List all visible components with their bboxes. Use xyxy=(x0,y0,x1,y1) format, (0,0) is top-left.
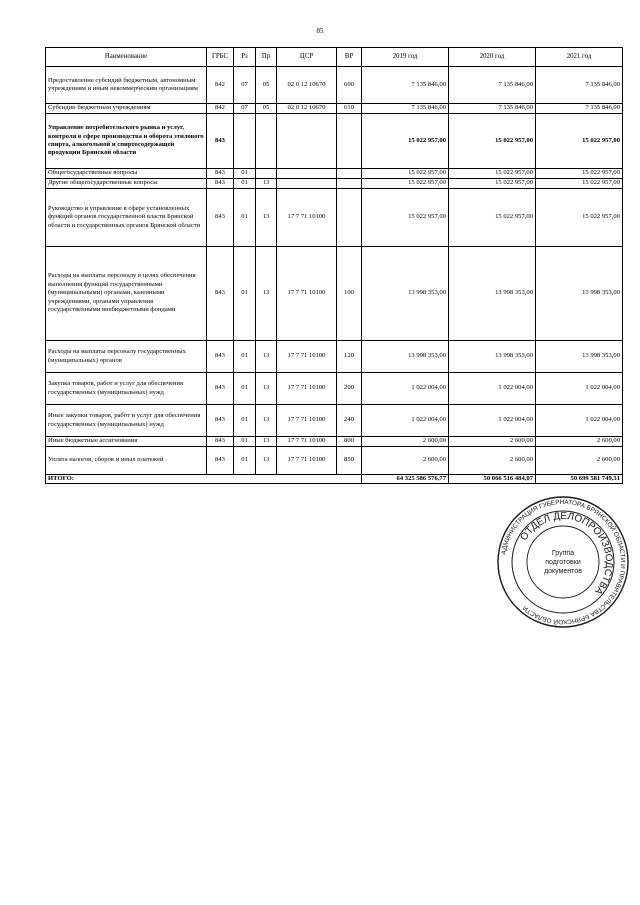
row-vr: 240 xyxy=(337,405,362,437)
row-2021: 1 022 004,00 xyxy=(536,373,623,405)
row-2020: 13 998 353,00 xyxy=(449,247,536,341)
row-csr xyxy=(277,179,337,189)
row-vr xyxy=(337,189,362,247)
stamp-center-line-2: подготовки xyxy=(545,559,581,566)
row-2021: 2 600,00 xyxy=(536,437,623,447)
table-row xyxy=(46,247,623,341)
row-rz: 01 xyxy=(234,169,256,179)
table-row xyxy=(46,104,623,114)
row-2019: 2 600,00 xyxy=(362,437,449,447)
row-pr: 13 xyxy=(256,437,277,447)
row-pr: 05 xyxy=(256,67,277,104)
row-2021: 13 998 353,00 xyxy=(536,247,623,341)
row-2020: 2 600,00 xyxy=(449,447,536,475)
row-2020: 15 022 957,00 xyxy=(449,169,536,179)
row-vr: 600 xyxy=(337,67,362,104)
total-2021: 50 699 581 749,31 xyxy=(536,475,623,484)
header-vr: ВР xyxy=(337,48,362,67)
row-2021: 1 022 004,00 xyxy=(536,405,623,437)
row-2020: 1 022 004,00 xyxy=(449,405,536,437)
row-grbs: 843 xyxy=(207,189,234,247)
stamp-inner-text: ОТДЕЛ ДЕЛОПРОИЗВОДСТВА xyxy=(518,510,615,597)
header-2021: 2021 год xyxy=(536,48,623,67)
total-2019: 64 325 586 576,77 xyxy=(362,475,449,484)
row-2021: 2 600,00 xyxy=(536,447,623,475)
table-row xyxy=(46,437,623,447)
row-2020: 15 022 957,00 xyxy=(449,189,536,247)
table-row xyxy=(46,373,623,405)
stamp-center-line-1: Группа xyxy=(551,550,575,557)
header-2019: 2019 год xyxy=(362,48,449,67)
row-grbs: 843 xyxy=(207,341,234,373)
row-vr: 610 xyxy=(337,104,362,114)
row-pr: 13 xyxy=(256,373,277,405)
row-pr xyxy=(256,169,277,179)
row-pr xyxy=(256,114,277,169)
row-grbs: 843 xyxy=(207,373,234,405)
row-name: Уплата налогов, сборов и иных платежей xyxy=(46,447,207,475)
row-name: Расходы на выплаты персоналу в целях обеспечения выполнения функций государственными (муниципальными) органами, казенными учреждениями, органами управления государственными внебюджетными фондами xyxy=(46,247,207,341)
row-grbs: 843 xyxy=(207,169,234,179)
row-2021: 15 022 957,00 xyxy=(536,179,623,189)
row-csr: 02 0 12 10670 xyxy=(277,67,337,104)
row-2019: 13 998 353,00 xyxy=(362,341,449,373)
row-vr: 100 xyxy=(337,247,362,341)
row-2020: 2 600,00 xyxy=(449,437,536,447)
row-vr xyxy=(337,169,362,179)
budget-table xyxy=(45,47,623,484)
row-name: Управление потребительского рынка и услуг, контроля в сфере производства и оборота этилового спирта, алкогольной и спиртосодержащей продукции Брянской области xyxy=(46,114,207,169)
row-rz: 01 xyxy=(234,341,256,373)
row-grbs: 842 xyxy=(207,104,234,114)
total-2020: 50 066 516 484,07 xyxy=(449,475,536,484)
row-csr xyxy=(277,169,337,179)
row-grbs: 842 xyxy=(207,67,234,104)
total-row xyxy=(46,475,623,484)
row-grbs: 843 xyxy=(207,447,234,475)
row-vr: 120 xyxy=(337,341,362,373)
row-rz: 01 xyxy=(234,189,256,247)
row-rz: 01 xyxy=(234,437,256,447)
row-2021: 15 022 957,00 xyxy=(536,169,623,179)
total-label: ИТОГО: xyxy=(46,475,362,484)
row-2021: 15 022 957,00 xyxy=(536,189,623,247)
row-pr: 13 xyxy=(256,405,277,437)
header-rz: Рз xyxy=(234,48,256,67)
row-name: Предоставление субсидий бюджетным, автономным учреждениям и иным некоммерческим организациям xyxy=(46,67,207,104)
header-pr: Пр xyxy=(256,48,277,67)
stamp-outer-text: АДМИНИСТРАЦИЯ ГУБЕРНАТОРА БРЯНСКОЙ ОБЛАСТИ И ПРАВИТЕЛЬСТВА БРЯНСКОЙ ОБЛАСТИ xyxy=(500,498,627,626)
row-grbs: 843 xyxy=(207,247,234,341)
row-2020: 15 022 957,00 xyxy=(449,114,536,169)
row-grbs: 843 xyxy=(207,179,234,189)
row-2019: 1 022 004,00 xyxy=(362,405,449,437)
row-name: Иные закупки товаров, работ и услуг для обеспечения государственных (муниципальных) нужд xyxy=(46,405,207,437)
table-body xyxy=(46,67,623,475)
row-2019: 1 022 004,00 xyxy=(362,373,449,405)
row-name: Субсидии бюджетным учреждениям xyxy=(46,104,207,114)
row-name: Другие общегосударственные вопросы xyxy=(46,179,207,189)
row-pr: 13 xyxy=(256,247,277,341)
table-header-row xyxy=(46,48,623,67)
table-row xyxy=(46,189,623,247)
row-csr: 17 7 71 10100 xyxy=(277,373,337,405)
row-pr: 13 xyxy=(256,341,277,373)
row-2019: 7 135 846,00 xyxy=(362,67,449,104)
department-stamp xyxy=(496,495,630,629)
table-row xyxy=(46,405,623,437)
row-vr: 200 xyxy=(337,373,362,405)
table-row xyxy=(46,114,623,169)
row-csr xyxy=(277,114,337,169)
row-2019: 7 135 846,00 xyxy=(362,104,449,114)
row-name: Закупка товаров, работ и услуг для обеспечения государственных (муниципальных) нужд xyxy=(46,373,207,405)
row-rz: 07 xyxy=(234,67,256,104)
row-name: Расходы на выплаты персоналу государственных (муниципальных) органов xyxy=(46,341,207,373)
row-vr: 850 xyxy=(337,447,362,475)
row-2020: 1 022 004,00 xyxy=(449,373,536,405)
row-2021: 7 135 846,00 xyxy=(536,67,623,104)
row-vr xyxy=(337,179,362,189)
row-2019: 15 022 957,00 xyxy=(362,179,449,189)
row-2020: 13 998 353,00 xyxy=(449,341,536,373)
row-csr: 17 7 71 10100 xyxy=(277,405,337,437)
row-rz: 01 xyxy=(234,373,256,405)
page-number: 85 xyxy=(316,27,324,35)
table-row xyxy=(46,67,623,104)
row-pr: 13 xyxy=(256,447,277,475)
row-grbs: 843 xyxy=(207,405,234,437)
row-2021: 13 998 353,00 xyxy=(536,341,623,373)
stamp-center-line-3: документов xyxy=(544,568,582,575)
row-rz: 01 xyxy=(234,405,256,437)
row-csr: 17 7 71 10100 xyxy=(277,341,337,373)
header-name: Наименование xyxy=(46,48,207,67)
row-2019: 15 022 957,00 xyxy=(362,114,449,169)
row-csr: 17 7 71 10100 xyxy=(277,437,337,447)
row-rz xyxy=(234,114,256,169)
row-vr: 800 xyxy=(337,437,362,447)
table-row xyxy=(46,169,623,179)
row-name: Иные бюджетные ассигнования xyxy=(46,437,207,447)
row-vr xyxy=(337,114,362,169)
row-name: Руководство и управление в сфере установленных функций органов государственной власти Брянской области и государственных органов Брянской области xyxy=(46,189,207,247)
row-2020: 15 022 957,00 xyxy=(449,179,536,189)
table-row xyxy=(46,341,623,373)
row-2021: 15 022 957,00 xyxy=(536,114,623,169)
row-grbs: 843 xyxy=(207,114,234,169)
row-grbs: 843 xyxy=(207,437,234,447)
row-pr: 05 xyxy=(256,104,277,114)
header-grbs: ГРБС xyxy=(207,48,234,67)
row-2020: 7 135 846,00 xyxy=(449,67,536,104)
row-2019: 2 600,00 xyxy=(362,447,449,475)
row-csr: 17 7 71 10100 xyxy=(277,247,337,341)
row-pr: 13 xyxy=(256,189,277,247)
row-rz: 01 xyxy=(234,247,256,341)
row-2019: 15 022 957,00 xyxy=(362,169,449,179)
row-2019: 13 998 353,00 xyxy=(362,247,449,341)
row-2019: 15 022 957,00 xyxy=(362,189,449,247)
row-pr: 13 xyxy=(256,179,277,189)
row-rz: 01 xyxy=(234,447,256,475)
row-csr: 02 0 12 10670 xyxy=(277,104,337,114)
row-rz: 07 xyxy=(234,104,256,114)
row-csr: 17 7 71 10100 xyxy=(277,447,337,475)
row-2020: 7 135 846,00 xyxy=(449,104,536,114)
row-rz: 01 xyxy=(234,179,256,189)
header-csr: ЦСР xyxy=(277,48,337,67)
row-name: Общегосударственные вопросы xyxy=(46,169,207,179)
table-row xyxy=(46,447,623,475)
table-row xyxy=(46,179,623,189)
row-2021: 7 135 846,00 xyxy=(536,104,623,114)
row-csr: 17 7 71 10100 xyxy=(277,189,337,247)
header-2020: 2020 год xyxy=(449,48,536,67)
